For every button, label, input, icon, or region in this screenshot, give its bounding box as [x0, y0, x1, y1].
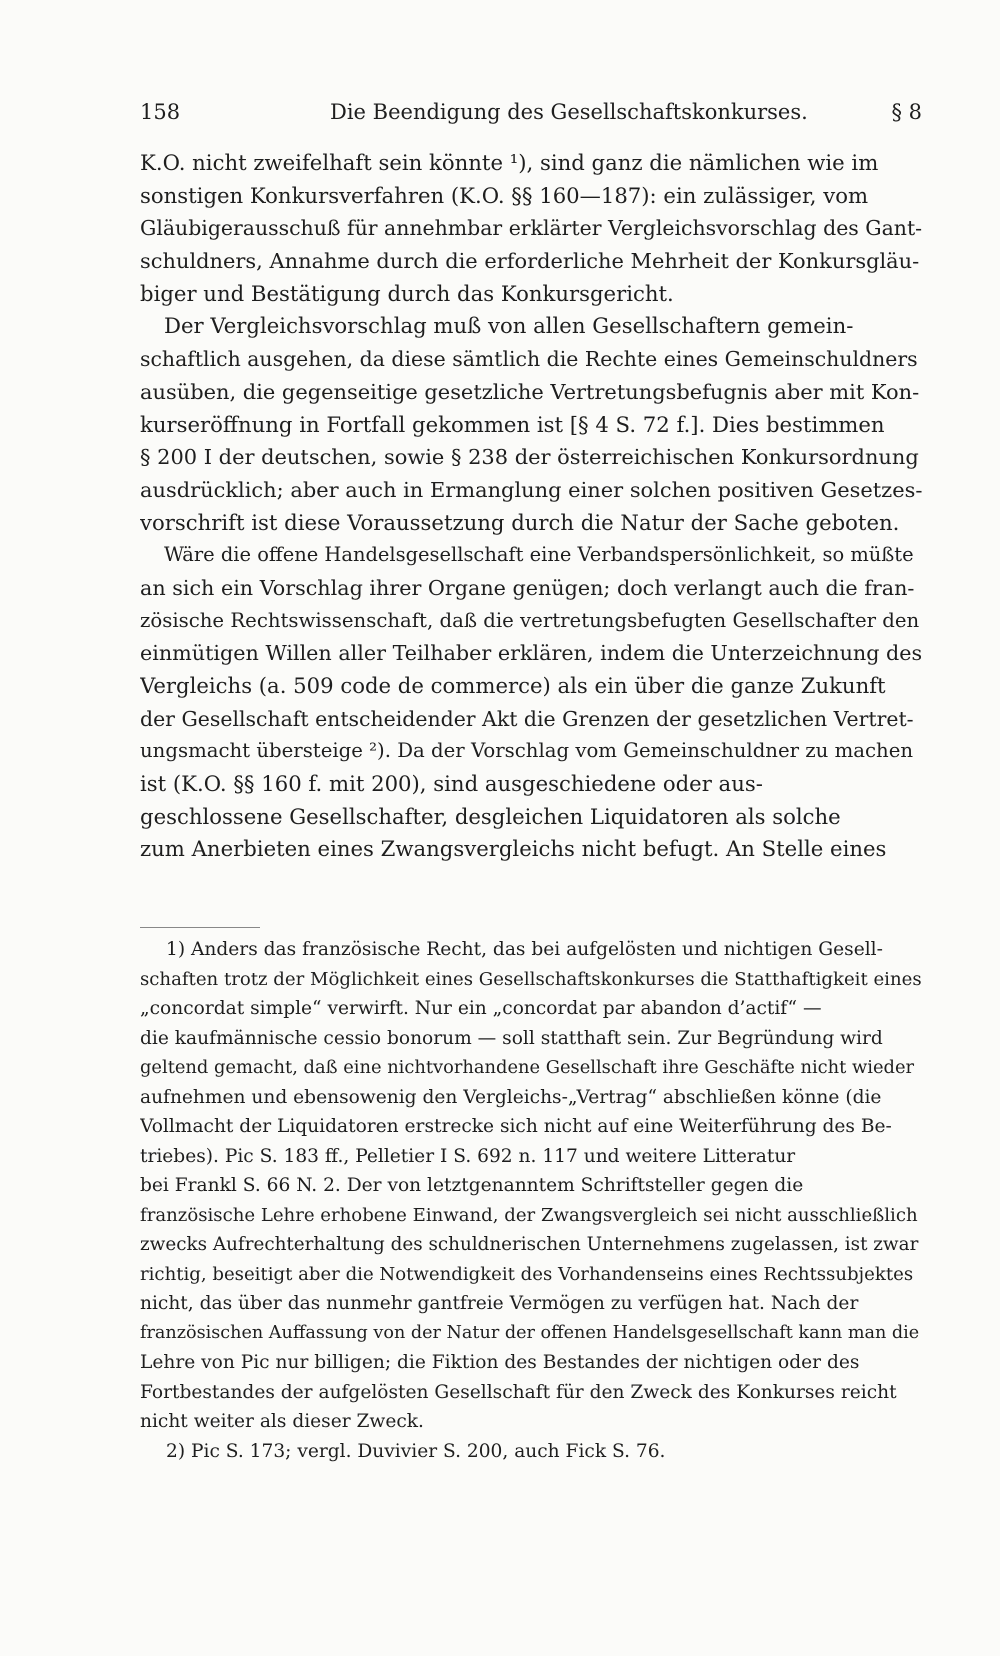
text-line: biger und Bestätigung durch das Konkursgericht. — [140, 280, 674, 306]
footnote-line: triebes). Pic S. 183 ff., Pelletier I S. 692 n. 117 und weitere Litteratur — [140, 1145, 796, 1167]
text-line: Vergleichs (a. 509 code de commerce) als ein über die ganze Zukunft — [140, 673, 886, 698]
text-line: K.O. nicht zweifelhaft sein könnte ¹), sind ganz die nämlichen wie im — [140, 150, 879, 175]
main-text — [140, 147, 922, 866]
footnote-line: „concordat simple“ verwirft. Nur ein „concordat par abandon d’actif“ — — [140, 998, 822, 1019]
section-mark: § 8 — [891, 100, 922, 124]
footnote-line: geltend gemacht, daß eine nichtvorhandene Gesellschaft ihre Geschäfte nicht wieder — [140, 1057, 915, 1078]
footnote-line: 2) Pic S. 173; vergl. Duvivier S. 200, auch Fick S. 76. — [166, 1440, 666, 1462]
text-line: ist (K.O. §§ 160 f. mit 200), sind ausgeschiedene oder aus- — [140, 771, 763, 797]
text-line: zum Anerbieten eines Zwangsvergleichs nicht befugt. An Stelle eines — [140, 836, 887, 862]
footnote-line: französischen Auffassung von der Natur der offenen Handelsgesellschaft kann man die — [140, 1322, 920, 1343]
footnote-line: aufnehmen und ebensowenig den Vergleichs-„Vertrag“ abschließen könne (die — [140, 1086, 882, 1108]
text-line: Wäre die offene Handelsgesellschaft eine Verbandspersönlichkeit, so müßte — [164, 543, 914, 567]
text-line: schaftlich ausgehen, da diese sämtlich die Rechte eines Gemeinschuldners — [140, 347, 918, 372]
text-line: Der Vergleichsvorschlag muß von allen Gesellschaftern gemein- — [164, 313, 854, 339]
running-title: Die Beendigung des Gesellschaftskonkurses. — [330, 100, 808, 124]
footnote-line: Vollmacht der Liquidatoren erstrecke sich nicht auf eine Weiterführung des Be- — [140, 1116, 892, 1137]
text-line: zösische Rechtswissenschaft, daß die vertretungsbefugten Gesellschafter den — [140, 608, 920, 632]
footnote-line: richtig, beseitigt aber die Notwendigkeit des Vorhandenseins eines Rechtssubjektes — [140, 1263, 914, 1285]
text-line: Gläubigerausschuß für annehmbar erklärter Vergleichsvorschlag des Gant- — [140, 216, 922, 241]
text-line: ausüben, die gegenseitige gesetzliche Vertretungsbefugnis aber mit Kon- — [140, 379, 920, 404]
text-line: vorschrift ist diese Voraussetzung durch die Natur der Sache geboten. — [140, 509, 900, 535]
footnote-line: französische Lehre erhobene Einwand, der Zwangsvergleich sei nicht ausschließlich — [140, 1204, 918, 1226]
footnotes — [140, 935, 922, 1466]
footnote-line: bei Frankl S. 66 N. 2. Der von letztgenanntem Schriftsteller gegen die — [140, 1175, 804, 1196]
text-line: ausdrücklich; aber auch in Ermanglung einer solchen positiven Gesetzes- — [140, 477, 922, 502]
text-line: einmütigen Willen aller Teilhaber erklären, indem die Unterzeichnung des — [140, 641, 922, 666]
footnote-line: nicht weiter als dieser Zweck. — [140, 1411, 424, 1432]
text-line: § 200 I der deutschen, sowie § 238 der österreichischen Konkursordnung — [140, 445, 919, 470]
footnote-line: Lehre von Pic nur billigen; die Fiktion des Bestandes der nichtigen oder des — [140, 1352, 860, 1373]
text-line: sonstigen Konkursverfahren (K.O. §§ 160—187): ein zulässiger, vom — [140, 182, 869, 208]
page-header — [140, 100, 922, 134]
text-line: geschlossene Gesellschafter, desgleichen Liquidatoren als solche — [140, 803, 841, 829]
footnote-line: zwecks Aufrechterhaltung des schuldnerischen Unternehmens zugelassen, ist zwar — [140, 1234, 919, 1255]
footnote-line: nicht, das über das nunmehr gantfreie Vermögen zu verfügen hat. Nach der — [140, 1293, 859, 1314]
footnote-separator — [140, 927, 260, 928]
footnote-line: Fortbestandes der aufgelösten Gesellschaft für den Zweck des Konkurses reicht — [140, 1381, 897, 1403]
text-line: schuldners, Annahme durch die erforderliche Mehrheit der Konkursgläu- — [140, 249, 920, 274]
footnote-line: schaften trotz der Möglichkeit eines Gesellschaftskonkurses die Statthaftigkeit eines — [140, 968, 922, 990]
text-line: kurseröffnung in Fortfall gekommen ist [§ 4 S. 72 f.]. Dies bestimmen — [140, 411, 885, 437]
text-line: an sich ein Vorschlag ihrer Organe genügen; doch verlangt auch die fran- — [140, 575, 915, 600]
text-line: ungsmacht übersteige ²). Da der Vorschlag vom Gemeinschuldner zu machen — [140, 739, 914, 763]
footnote-line: 1) Anders das französische Recht, das bei aufgelösten und nichtigen Gesell- — [166, 939, 883, 960]
text-line: der Gesellschaft entscheidender Akt die Grenzen der gesetzlichen Vertret- — [140, 706, 914, 731]
footnote-line: die kaufmännische cessio bonorum — soll statthaft sein. Zur Begründung wird — [140, 1027, 883, 1049]
page-number: 158 — [140, 100, 181, 124]
